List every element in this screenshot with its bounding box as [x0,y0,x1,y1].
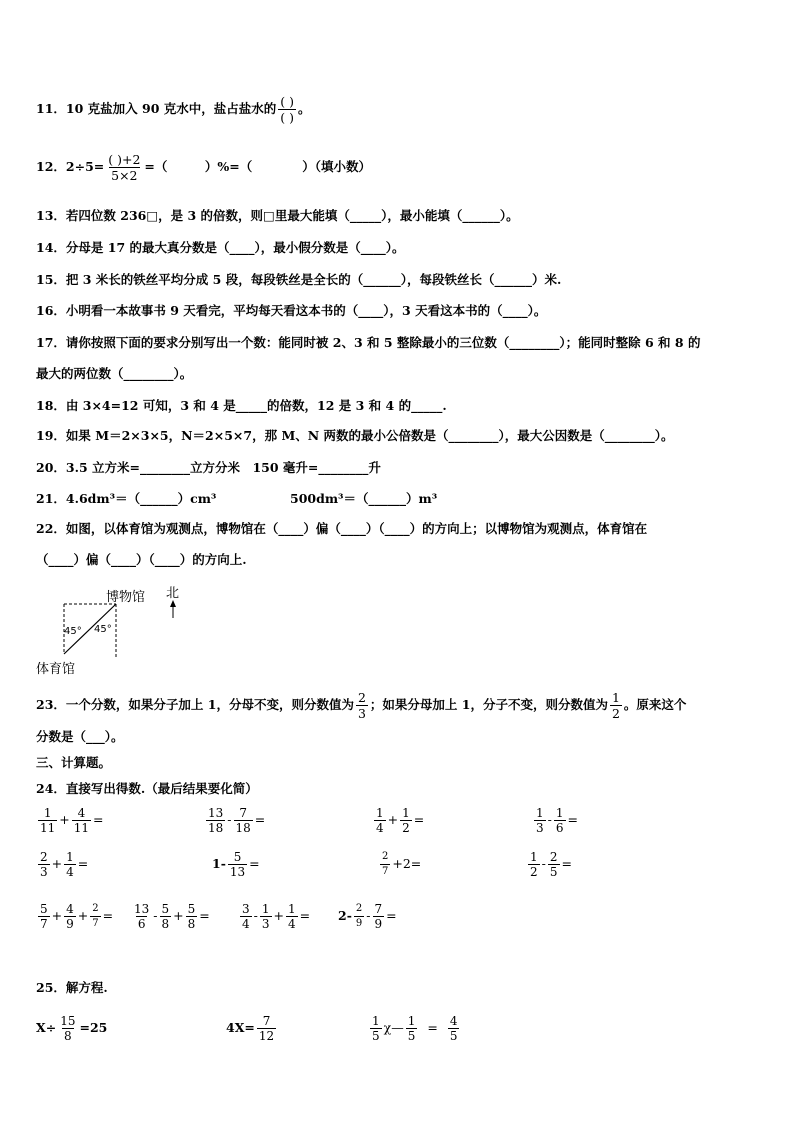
calc-item: $\frac{1}{4}$ + $\frac{1}{2}$ = [376,806,425,835]
fraction: $\frac{( )}{( )}$ [280,94,294,125]
calc-item: $\frac{13}{18}$ - $\frac{7}{18}$ = [208,806,266,835]
question-13: 13．若四位数 236□，是 3 的倍数，则□里最大能填（_____），最小能填（______）。 [36,208,519,223]
question-21a: 21．4.6dm³＝（______）cm³ [36,491,217,506]
question-21b: 500dm³＝（______）m³ [290,491,438,506]
question-22-line2: （____）偏（____）（____）的方向上. [36,552,247,567]
question-22-line1: 22．如图，以体育馆为观测点，博物馆在（____）偏（____）（____）的方向上；以博物馆为观测点，体育馆在 [36,521,648,536]
angle-label: 45° [64,626,82,637]
gym-label: 体育馆 [36,662,76,677]
calc-item: $\frac{1}{11}$ + $\frac{4}{11}$ = [40,806,104,835]
calc-item: $\frac{2}{3}$ + $\frac{1}{4}$ = [40,850,89,879]
question-19: 19．如果 M＝2×3×5，N＝2×5×7，那 M、N 两数的最小公倍数是（________），最大公因数是（________）。 [36,428,674,443]
calc-item: $\frac{1}{3}$ - $\frac{1}{6}$ = [536,806,578,835]
equation: 4X= $\frac{7}{12}$ [226,1014,275,1043]
question-23-line2: 分数是（___）。 [36,729,124,744]
question-14: 14．分母是 17 的最大真分数是（____），最小假分数是（____）。 [36,240,405,255]
calc-item: 1- $\frac{5}{13}$ = [212,850,260,879]
direction-figure [36,582,236,677]
question-20: 20．3.5 立方米=________立方分米 150 毫升=________升 [36,460,381,475]
question-15: 15．把 3 米长的铁丝平均分成 5 段，每段铁丝是全长的（______），每段铁丝长（______）米. [36,272,562,287]
calc-item: $\frac{1}{2}$ - $\frac{2}{5}$ = [530,850,572,879]
fraction: $\frac{( )+2}{5\times 2}$ [108,152,141,183]
question-18: 18．由 3×4=12 可知，3 和 4 是_____的倍数，12 是 3 和 4 的_____. [36,398,447,413]
north-label: 北 [166,586,180,601]
question-17-line2: 最大的两位数（________）。 [36,366,193,381]
calc-item: $\frac{5}{7}$ + $\frac{4}{9}$ + $\frac{2}{7}$ = [40,902,114,931]
question-25: 25．解方程. [36,980,108,995]
angle-label: 45° [94,624,112,635]
question-12: 12．2÷5= $\frac{( )+2}{5\times 2}$ =（ ）%=（ ）（填小数） [36,152,371,183]
calc-item: $\frac{3}{4}$ - $\frac{1}{3}$ + $\frac{1}{4}$ = [242,902,311,931]
section-heading: 三、计算题。 [36,755,112,770]
museum-label: 博物馆 [106,590,146,605]
fraction: $\frac{1}{2}$ [611,690,620,721]
calc-item: $\frac{2}{7}$ +2= [382,851,422,877]
question-24: 24．直接写出得数.（最后结果要化简） [36,781,258,796]
calc-item: 2- $\frac{2}{9}$ - $\frac{7}{9}$ = [338,902,397,931]
question-16: 16．小明看一本故事书 9 天看完，平均每天看这本书的（____），3 天看这本书的（____）。 [36,303,547,318]
question-17-line1: 17．请你按照下面的要求分别写出一个数：能同时被 2、3 和 5 整除最小的三位数（________）；能同时整除 6 和 8 的 [36,335,701,350]
question-23: 23．一个分数，如果分子加上 1，分母不变，则分数值为 $\frac{2}{3}$ ；如果分母加上 1，分子不变，则分数值为 $\frac{1}{2}$ 。原来这个 [36,690,687,721]
fraction: $\frac{2}{3}$ [357,690,366,721]
question-11: 11．10 克盐加入 90 克水中，盐占盐水的 $\frac{( )}{( )}$ 。 [36,94,311,125]
equation: $\frac{1}{5}$ χ— $\frac{1}{5}$ = $\frac{4}{5}$ [372,1014,458,1043]
calc-item: $\frac{13}{6}$ - $\frac{5}{8}$ + $\frac{5}{8}$ = [134,902,210,931]
equation: X÷ $\frac{15}{8}$ =25 [36,1014,108,1043]
